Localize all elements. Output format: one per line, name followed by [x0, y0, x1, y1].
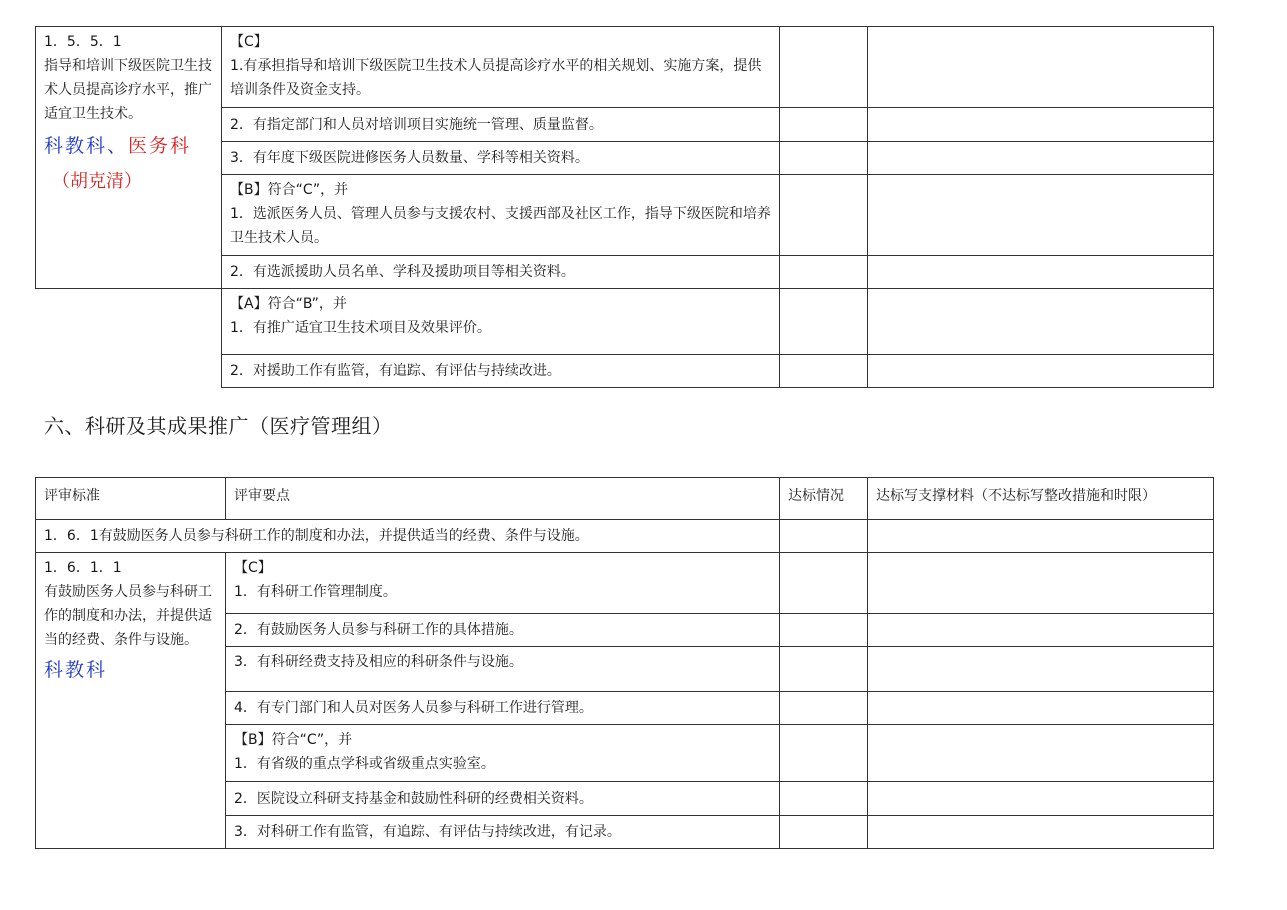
- header-standard: 评审标准: [36, 478, 226, 520]
- status-cell[interactable]: [780, 355, 868, 388]
- summary-row: 1．6．1有鼓励医务人员参与科研工作的制度和办法，并提供适当的经费、条件与设施。: [36, 520, 780, 553]
- material-cell[interactable]: [868, 553, 1214, 614]
- status-cell[interactable]: [780, 647, 868, 692]
- point-cell: [222, 355, 780, 388]
- standard-text: 指导和培训下级医院卫生技术人员提高诊疗水平，推广适宜卫生技术。: [44, 58, 212, 122]
- status-cell[interactable]: [780, 108, 868, 142]
- point-cell: [226, 692, 780, 725]
- status-cell[interactable]: [780, 692, 868, 725]
- header-material: 达标写支撑材料（不达标写整改措施和时限）: [868, 478, 1214, 520]
- point-text: 2．有指定部门和人员对培训项目实施统一管理、质量监督。: [230, 116, 603, 133]
- point-text: 2．对援助工作有监管，有追踪、有评估与持续改进。: [230, 363, 561, 379]
- point-cell: [226, 816, 780, 849]
- dept-label-blue: 科教科: [44, 659, 108, 681]
- point-text: 1．有推广适宜卫生技术项目及效果评价。: [230, 320, 491, 336]
- standard-text: 有鼓励医务人员参与科研工作的制度和办法，并提供适当的经费、条件与设施。: [44, 584, 212, 648]
- upper-standard-table: [35, 26, 1214, 388]
- grade-label: 【B】符合“C”，并: [230, 182, 349, 198]
- grade-label: 【C】: [234, 560, 272, 576]
- status-cell[interactable]: [780, 520, 868, 553]
- point-cell: [222, 108, 780, 142]
- status-cell[interactable]: [780, 553, 868, 614]
- point-cell: [226, 647, 780, 692]
- material-cell[interactable]: [868, 256, 1214, 289]
- material-cell[interactable]: [868, 520, 1214, 553]
- point-cell: [222, 175, 780, 256]
- dept-label-red: 医务科: [128, 135, 192, 157]
- header-points: 评审要点: [226, 478, 780, 520]
- material-cell[interactable]: [868, 27, 1214, 108]
- point-cell: [222, 289, 780, 355]
- header-status: 达标情况: [780, 478, 868, 520]
- material-cell[interactable]: [868, 175, 1214, 256]
- status-cell[interactable]: [780, 175, 868, 256]
- point-cell: [226, 553, 780, 614]
- status-cell[interactable]: [780, 725, 868, 782]
- status-cell[interactable]: [780, 289, 868, 355]
- point-text: 3．对科研工作有监管，有追踪、有评估与持续改进，有记录。: [234, 824, 621, 840]
- point-text: 1．有科研工作管理制度。: [234, 584, 397, 600]
- point-text: 3．有科研经费支持及相应的科研条件与设施。: [234, 654, 523, 670]
- status-cell[interactable]: [780, 614, 868, 647]
- material-cell[interactable]: [868, 142, 1214, 175]
- point-text: 1.有承担指导和培训下级医院卫生技术人员提高诊疗水平的相关规划、实施方案，提供培训条件及资金支持。: [230, 58, 762, 98]
- material-cell[interactable]: [868, 647, 1214, 692]
- point-cell: [226, 614, 780, 647]
- status-cell[interactable]: [780, 27, 868, 108]
- empty-standard-cell: [36, 289, 222, 388]
- standard-cell: [36, 27, 222, 289]
- status-cell[interactable]: [780, 816, 868, 849]
- standard-code: 1．5．5．1: [44, 34, 122, 50]
- grade-label: 【A】符合“B”，并: [230, 296, 347, 312]
- material-cell[interactable]: [868, 782, 1214, 816]
- point-cell: [222, 142, 780, 175]
- material-cell[interactable]: [868, 108, 1214, 142]
- status-cell[interactable]: [780, 256, 868, 289]
- material-cell[interactable]: [868, 289, 1214, 355]
- point-text: 4．有专门部门和人员对医务人员参与科研工作进行管理。: [234, 700, 593, 716]
- material-cell[interactable]: [868, 355, 1214, 388]
- point-text: 2．有鼓励医务人员参与科研工作的具体措施。: [234, 622, 523, 638]
- responsible-person: （胡克清）: [52, 171, 142, 192]
- point-cell: [222, 27, 780, 108]
- material-cell[interactable]: [868, 614, 1214, 647]
- material-cell[interactable]: [868, 692, 1214, 725]
- point-cell: [226, 782, 780, 816]
- point-text: 1．有省级的重点学科或省级重点实验室。: [234, 756, 495, 772]
- status-cell[interactable]: [780, 142, 868, 175]
- point-cell: [222, 256, 780, 289]
- research-standard-table: [35, 477, 1214, 849]
- material-cell[interactable]: [868, 725, 1214, 782]
- standard-code: 1．6．1．1: [44, 560, 122, 576]
- point-text: 3．有年度下级医院进修医务人员数量、学科等相关资料。: [230, 150, 589, 166]
- point-cell: [226, 725, 780, 782]
- section-title: 六、科研及其成果推广（医疗管理组）: [44, 414, 393, 438]
- dept-label-blue: 科教科、: [44, 135, 129, 157]
- standard-cell: [36, 553, 226, 849]
- grade-label: 【B】符合“C”，并: [234, 732, 353, 748]
- point-text: 2．有选派援助人员名单、学科及援助项目等相关资料。: [230, 264, 575, 280]
- grade-label: 【C】: [230, 34, 268, 50]
- status-cell[interactable]: [780, 782, 868, 816]
- material-cell[interactable]: [868, 816, 1214, 849]
- point-text: 2．医院设立科研支持基金和鼓励性科研的经费相关资料。: [234, 790, 593, 807]
- point-text: 1．选派医务人员、管理人员参与支援农村、支援西部及社区工作，指导下级医院和培养卫生技术人员。: [230, 206, 771, 246]
